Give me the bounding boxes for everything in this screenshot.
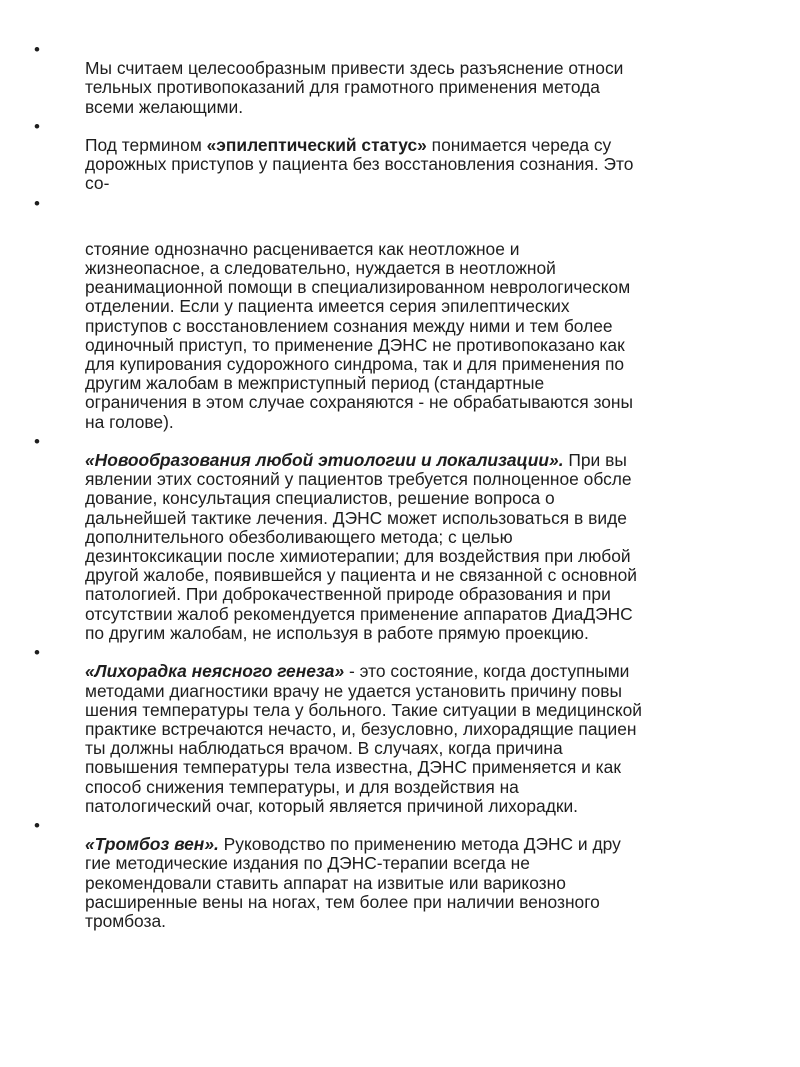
list-item	[30, 816, 760, 931]
list-item	[30, 194, 760, 213]
bullet-marker: •	[34, 193, 40, 213]
list-item	[30, 221, 760, 432]
bullet-list	[30, 40, 760, 931]
bullet-marker: •	[34, 40, 40, 59]
list-item	[30, 117, 760, 194]
term-heading: «Новообразования любой этиологии и локализации».	[85, 450, 564, 471]
paragraph-text: стояние однозначно расценивается как неотложное и жизнеопасное, а следовательно, нуждается в неотложной реанимационной помощи в специализированном неврологическом отделении. Если у пациента имеется серия эпилептических приступов с восстановлением сознания между ними и тем более одиночный приступ, то применение ДЭНС не противопоказано как для купирования судорожного синдрома, так и для применения по другим жалобам в межприступный период (стандартные ограничения в этом случае сохраняются - не обрабатываются зоны на голове).	[85, 238, 634, 432]
term-heading: «Тромбоз вен».	[85, 834, 219, 855]
bullet-marker: •	[34, 815, 40, 835]
list-item	[30, 643, 760, 816]
bullet-marker: •	[34, 431, 40, 451]
paragraph-text: При вы явлении этих состояний у пациентов требуется полноценное обсле дование, консультация специалистов, решение вопроса о дальнейшей тактике лечения. ДЭНС может использоваться в виде дополнительного обезболивающего метода; с целью дезинтоксикации после химиотерапии; для воздействия при любой другой жалобе, появившейся у пациента и не связанной с основной патологией. При доброкачественной природе образования и при отсутствии жалоб рекомендуется применение аппаратов ДиаДЭНС по другим жалобам, не используя в работе прямую проекцию.	[85, 450, 638, 643]
paragraph-lead-pre: Под термином	[85, 135, 207, 156]
bullet-marker: •	[34, 116, 40, 136]
term-heading: «Лихорадка неясного генеза»	[85, 661, 345, 682]
paragraph-text: Мы считаем целесообразным привести здесь разъяснение относи тельных противопоказаний для грамотного применения метода всеми желающими.	[85, 58, 624, 117]
list-item	[30, 40, 760, 117]
list-item	[30, 432, 760, 643]
bullet-marker: •	[34, 643, 40, 663]
term-heading: «эпилептический статус»	[206, 135, 427, 156]
paragraph-text: понимается череда су дорожных приступов у пациента без восстановления сознания. Это со-	[85, 135, 634, 194]
paragraph-text: Руководство по применению метода ДЭНС и дру гие методические издания по ДЭНС-терапии всегда не рекомендовали ставить аппарат на извитые или варикозно расширенные вены на ногах, тем более при наличии венозного тромбоза.	[85, 834, 621, 931]
paragraph-text: - это состояние, когда доступными методами диагностики врачу не удается установить причину повы шения температуры тела у больного. Такие ситуации в медицинской практике встречаются нечасто, и, безусловно, лихорадящие пациен ты должны наблюдаться врачом. В случаях, когда причина повышения температуры тела известна, ДЭНС применяется и как способ снижения температуры, и для воздействия на патологический очаг, который является причиной лихорадки.	[85, 661, 643, 816]
